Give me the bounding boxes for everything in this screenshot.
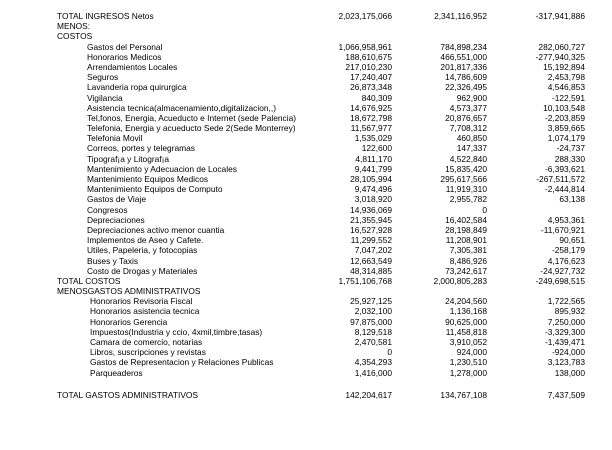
current-period-value: 142,204,617: [345, 389, 392, 400]
current-period-value: 21,355,945: [350, 214, 392, 225]
current-period-value: 25,927,125: [350, 296, 392, 307]
prior-period-value: 4,522,840: [449, 153, 487, 164]
prior-period-value: 147,337: [456, 143, 487, 154]
section-heading: MENOSGASTOS ADMINISTRATIVOS: [57, 286, 201, 297]
table-row: [0, 62, 612, 72]
variation-value: -122,591: [551, 92, 585, 103]
table-row: [0, 143, 612, 153]
variation-value: -2,203,859: [544, 112, 585, 123]
variation-value: 15,192,894: [543, 61, 585, 72]
variation-value: 1,074,179: [547, 133, 585, 144]
prior-period-value: 22,326,495: [445, 82, 487, 93]
line-item-label: Lavanderia ropa quirurgica: [87, 82, 187, 93]
current-period-value: 122,600: [361, 143, 392, 154]
table-row: [0, 164, 612, 174]
variation-value: -24,737: [556, 143, 585, 154]
table-row: [0, 31, 612, 41]
table-row: [0, 174, 612, 184]
current-period-value: 97,875,000: [350, 316, 392, 327]
current-period-value: 1,751,106,768: [338, 275, 392, 286]
table-row: [0, 205, 612, 215]
table-row: [0, 72, 612, 82]
variation-value: 90,651: [559, 235, 585, 246]
financial-statement-table: [0, 11, 612, 400]
prior-period-value: 0: [482, 204, 487, 215]
table-row: [0, 235, 612, 245]
variation-value: -24,927,732: [540, 265, 585, 276]
line-item-label: Depreciaciones: [87, 214, 145, 225]
prior-period-value: 15,835,420: [445, 163, 487, 174]
prior-period-value: 962,900: [456, 92, 487, 103]
table-row: [0, 357, 612, 367]
current-period-value: 4,811,170: [355, 153, 392, 164]
line-item-label: Arrendamientos Locales: [87, 61, 178, 72]
line-item-label: Gastos de Representacion y Relaciones Publicas: [90, 357, 274, 368]
current-period-value: 217,010,230: [345, 61, 392, 72]
prior-period-value: 7,305,381: [449, 245, 487, 256]
table-row: [0, 82, 612, 92]
variation-value: -267,511,572: [536, 174, 585, 184]
variation-value: -258,179: [551, 245, 585, 256]
table-row: [0, 245, 612, 255]
prior-period-value: 73,242,617: [445, 265, 487, 276]
variation-value: 2,453,798: [547, 72, 585, 83]
prior-period-value: 7,708,312: [449, 123, 487, 134]
current-period-value: 17,240,407: [350, 72, 392, 83]
line-item-label: Seguros: [87, 72, 119, 83]
prior-period-value: 14,786,609: [445, 72, 487, 83]
current-period-value: 1,066,958,961: [338, 41, 392, 52]
current-period-value: 28,105,994: [350, 174, 392, 184]
prior-period-value: 1,136,168: [449, 306, 487, 317]
table-row: [0, 378, 612, 390]
variation-value: 3,123,783: [547, 357, 585, 368]
line-item-label: Mantenimiento Equipos Medicos: [87, 174, 209, 184]
variation-value: -3,329,300: [544, 326, 585, 337]
line-item-label: Mantenimiento y Adecuacion de Locales: [87, 163, 237, 174]
table-row: [0, 113, 612, 123]
prior-period-value: 16,402,584: [445, 214, 487, 225]
prior-period-value: 11,919,310: [445, 184, 487, 195]
prior-period-value: 201,817,336: [440, 61, 487, 72]
current-period-value: 9,441,799: [354, 163, 392, 174]
line-item-label: Mantenimiento Equipos de Computo: [87, 184, 223, 195]
table-row: [0, 21, 612, 31]
current-period-value: 1,535,029: [354, 133, 392, 144]
current-period-value: 4,354,293: [354, 357, 392, 368]
table-row: [0, 194, 612, 204]
variation-value: 4,546,853: [547, 82, 585, 93]
table-row: [0, 327, 612, 337]
current-period-value: 9,474,496: [354, 184, 392, 195]
table-row: [0, 184, 612, 194]
table-row: [0, 266, 612, 276]
current-period-value: 7,047,202: [354, 245, 392, 256]
table-row: [0, 337, 612, 347]
variation-value: -924,000: [551, 347, 585, 358]
prior-period-value: 295,617,566: [440, 174, 487, 184]
variation-value: 288,330: [554, 153, 585, 164]
prior-period-value: 11,458,818: [445, 326, 487, 337]
section-heading: COSTOS: [57, 31, 93, 42]
variation-value: -317,941,886: [535, 11, 585, 21]
table-row: [0, 52, 612, 62]
variation-value: -277,940,325: [535, 51, 585, 62]
table-row: [0, 42, 612, 52]
table-row: [0, 256, 612, 266]
prior-period-value: 466,551,000: [440, 51, 487, 62]
table-row: [0, 306, 612, 316]
variation-value: 63,138: [559, 194, 585, 205]
table-row: [0, 103, 612, 113]
prior-period-value: 1,230,510: [449, 357, 487, 368]
prior-period-value: 3,910,052: [449, 337, 487, 347]
line-item-label: Honorarios Revisoria Fiscal: [90, 296, 193, 307]
line-item-label: Buses y Taxis: [87, 255, 139, 266]
line-item-label: Honorarios asistencia tecnica: [90, 306, 200, 317]
current-period-value: 0: [387, 347, 392, 358]
variation-value: -249,698,515: [535, 275, 585, 286]
table-row: [0, 368, 612, 378]
table-row: [0, 296, 612, 306]
table-row: [0, 286, 612, 296]
variation-value: -11,670,921: [540, 224, 585, 235]
current-period-value: 14,936,069: [350, 204, 392, 215]
current-period-value: 18,672,798: [350, 112, 392, 123]
section-heading: MENOS:: [57, 21, 91, 32]
line-item-label: Tipograf¡a y Litograf¡a: [87, 153, 170, 164]
variation-value: 4,953,361: [547, 214, 585, 225]
line-item-label: Vigilancia: [87, 92, 123, 103]
prior-period-value: 134,767,108: [440, 389, 487, 400]
line-item-label: Asistencia tecnica(almacenamiento,digitalizacion,,): [87, 102, 276, 113]
table-row: [0, 390, 612, 400]
prior-period-value: 28,198,849: [445, 224, 487, 235]
line-item-label: Congresos: [87, 204, 128, 215]
current-period-value: 2,023,175,066: [338, 11, 392, 21]
line-item-label: Correos, portes y telegramas: [87, 143, 195, 154]
line-item-label: Telefonia Movil: [87, 133, 143, 144]
table-row: [0, 93, 612, 103]
line-item-label: Costo de Drogas y Materiales: [87, 265, 198, 276]
current-period-value: 11,299,552: [350, 235, 392, 246]
variation-value: 3,859,665: [547, 123, 585, 134]
variation-value: -1,439,471: [544, 337, 585, 347]
prior-period-value: 90,625,000: [445, 316, 487, 327]
current-period-value: 11,567,977: [350, 123, 392, 134]
current-period-value: 840,309: [361, 92, 392, 103]
variation-value: 282,060,727: [538, 41, 585, 52]
line-item-label: Depreciaciones activo menor cuantia: [87, 224, 225, 235]
current-period-value: 188,610,675: [345, 51, 392, 62]
variation-value: 4,176,623: [547, 255, 585, 266]
prior-period-value: 4,573,377: [449, 102, 487, 113]
table-row: [0, 225, 612, 235]
section-heading: TOTAL INGRESOS Netos: [57, 11, 154, 21]
prior-period-value: 2,341,116,952: [434, 11, 487, 21]
table-row: [0, 347, 612, 357]
variation-value: 1,722,565: [547, 296, 585, 307]
table-row: [0, 215, 612, 225]
line-item-label: Honorarios Gerencia: [90, 316, 168, 327]
current-period-value: 12,663,549: [350, 255, 392, 266]
line-item-label: Tel,fonos, Energia, Acueducto e Internet (sede Palencia): [87, 112, 297, 123]
variation-value: 10,103,548: [543, 102, 585, 113]
prior-period-value: 20,876,657: [445, 112, 487, 123]
line-item-label: Impuestos(Industria y ccio, 4xmil,timbre,tasas): [90, 326, 263, 337]
variation-value: -6,393,621: [544, 163, 585, 174]
current-period-value: 2,470,581: [354, 337, 392, 347]
prior-period-value: 24,204,560: [445, 296, 487, 307]
table-row: [0, 133, 612, 143]
current-period-value: 1,416,000: [354, 367, 392, 378]
prior-period-value: 8,486,926: [449, 255, 487, 266]
current-period-value: 14,676,925: [350, 102, 392, 113]
prior-period-value: 2,955,782: [449, 194, 487, 205]
prior-period-value: 11,208,901: [445, 235, 487, 246]
current-period-value: 48,314,885: [350, 265, 392, 276]
prior-period-value: 460,850: [456, 133, 487, 144]
line-item-label: Implementos de Aseo y Cafete.: [87, 235, 204, 246]
prior-period-value: 924,000: [456, 347, 487, 358]
prior-period-value: 2,000,805,283: [433, 275, 487, 286]
variation-value: 7,250,000: [547, 316, 585, 327]
current-period-value: 3,018,920: [354, 194, 392, 205]
line-item-label: Camara de comercio, notarias: [90, 337, 203, 347]
section-heading: TOTAL GASTOS ADMINISTRATIVOS: [57, 389, 199, 400]
variation-value: 7,437,509: [547, 389, 585, 400]
line-item-label: Gastos de Viaje: [87, 194, 146, 205]
current-period-value: 8,129,518: [354, 326, 392, 337]
variation-value: 895,932: [554, 306, 585, 317]
line-item-label: Parqueaderos: [90, 367, 143, 378]
line-item-label: Honorarios Medicos: [87, 51, 162, 62]
line-item-label: Gastos del Personal: [87, 41, 163, 52]
table-row: [0, 123, 612, 133]
line-item-label: Libros, suscripciones y revistas: [90, 347, 206, 358]
table-row: [0, 11, 612, 21]
table-row: [0, 276, 612, 286]
line-item-label: Utiles, Papeleria, y fotocopias: [87, 245, 198, 256]
prior-period-value: 1,278,000: [449, 367, 487, 378]
prior-period-value: 784,898,234: [440, 41, 487, 52]
current-period-value: 2,032,100: [354, 306, 392, 317]
section-heading: TOTAL COSTOS: [57, 275, 121, 286]
table-row: [0, 317, 612, 327]
current-period-value: 16,527,928: [350, 224, 392, 235]
line-item-label: Telefonia, Energia y acueducto Sede 2(Sede Monterrey): [87, 123, 296, 134]
variation-value: -2,444,814: [544, 184, 585, 195]
current-period-value: 26,873,348: [350, 82, 392, 93]
table-row: [0, 154, 612, 164]
variation-value: 138,000: [554, 367, 585, 378]
